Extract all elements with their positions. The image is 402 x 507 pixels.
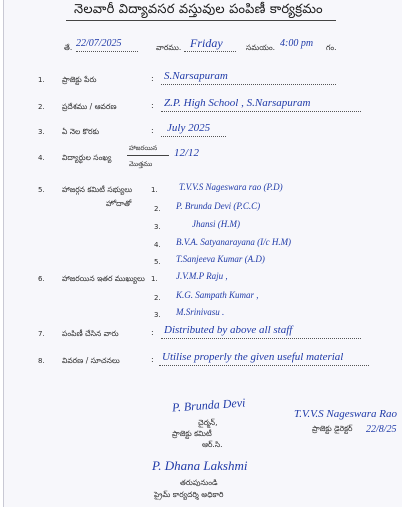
row-number: 6. [38,275,45,283]
chairman-org: ఆర్.సి. [202,440,223,449]
row-colon: : [151,328,154,337]
row-label-location: ప్రదేశము / ఆవరణ [62,102,117,111]
other-number: 3. [154,311,161,319]
row-underline [159,365,369,366]
other-attendee: M.Srinivasu . [176,307,225,317]
row-label-month: ఏ నెల కొరకు [62,127,100,136]
committee-member: T.Sanjeeva Kumar (A.D) [176,254,265,264]
row-value-students: 12/12 [174,147,200,159]
committee-member: T.V.V.S Nageswara rao (P.D) [179,182,283,192]
officer-signature: T.V.V.S Nageswara Rao [294,408,397,420]
committee-member: B.V.A. Satyanarayana (I/c H.M) [176,237,292,247]
document-title: నెలవారీ విద్యావసర వస్తువుల పంపిణీ కార్యక్రమం [74,2,323,17]
row-value-remarks: Utilise properly the given useful material [162,351,344,363]
other-attendee: J.V.M.P Raju , [176,271,228,281]
row-label-distributed: పంపిణీ చేసిన వారు [62,329,119,338]
row-underline [161,136,226,137]
chairman-signature: P. Brunda Devi [171,395,246,415]
row-value-location: Z.P. High School , S.Narsapuram [164,97,311,109]
students-total-label: మొత్తము [129,160,153,168]
time-label: సమయం. [246,43,276,52]
row-number: 8. [38,357,45,365]
date-underline [76,51,138,52]
committee-member: P. Brunda Devi (P.C.C) [176,201,261,211]
row-colon: : [151,355,154,364]
row-sublabel-designation: హోదాతో [106,199,132,208]
row-number: 5. [38,186,45,194]
committee-number: 4. [154,241,161,249]
committee-number: 5. [154,258,161,266]
committee-number: 3. [154,223,161,231]
row-label-remarks: వివరణ / సూచనలు [62,356,120,365]
students-present-label: హాజరయిన [129,144,158,152]
row-label-others: హాజరయిన ఇతర ముఖ్యులు [62,274,145,283]
day-underline [184,51,236,52]
row-value-month: July 2025 [167,122,211,134]
committee-number: 1. [151,186,158,194]
row-label-students: విద్యార్థుల సంఖ్య [62,153,112,162]
president-signature: P. Dhana Lakshmi [152,458,248,473]
time-value: 4:00 pm [280,38,314,49]
chairman-title: చైర్మన్, [198,418,218,427]
row-colon: : [151,74,154,83]
row-number: 4. [38,154,45,162]
document-page [3,0,402,507]
date-label: తే. [64,43,73,52]
row-label-project: ప్రాజెక్టు పేరు [62,75,97,84]
date-value: 22/07/2025 [76,38,122,49]
other-number: 2. [154,294,161,302]
row-underline [161,338,361,339]
officer-role: ప్రాజెక్టు డైరెక్టర్ [312,424,353,433]
title-underline [66,20,336,21]
row-colon: : [151,126,154,135]
row-number: 7. [38,330,45,338]
president-title: తరుపునుండి [180,478,218,487]
row-number: 2. [38,103,45,111]
row-value-project: S.Narsapuram [164,70,228,82]
fraction-rule [127,155,169,156]
row-value-distributed: Distributed by above all staff [164,324,293,336]
row-label-committee: హాజర్గన కమిటీ సభ్యులు [62,185,133,194]
row-underline [161,84,336,85]
officer-date: 22/8/25 [366,424,397,435]
row-colon: : [151,101,154,110]
time-suffix: గం. [326,43,337,52]
other-number: 1. [151,275,158,283]
row-number: 3. [38,128,45,136]
committee-member: Jhansi (H.M) [192,219,240,229]
chairman-committee: ప్రాజెక్టు కమిటీ [172,429,212,438]
day-label: వారము. [156,43,182,52]
committee-number: 2. [154,205,161,213]
row-underline [161,111,361,112]
other-attendee: K.G. Sampath Kumar , [176,290,259,300]
president-role: ప్రైమ్ కార్యదర్శి అధికారి [154,490,224,499]
row-number: 1. [38,76,45,84]
day-value: Friday [190,36,223,50]
